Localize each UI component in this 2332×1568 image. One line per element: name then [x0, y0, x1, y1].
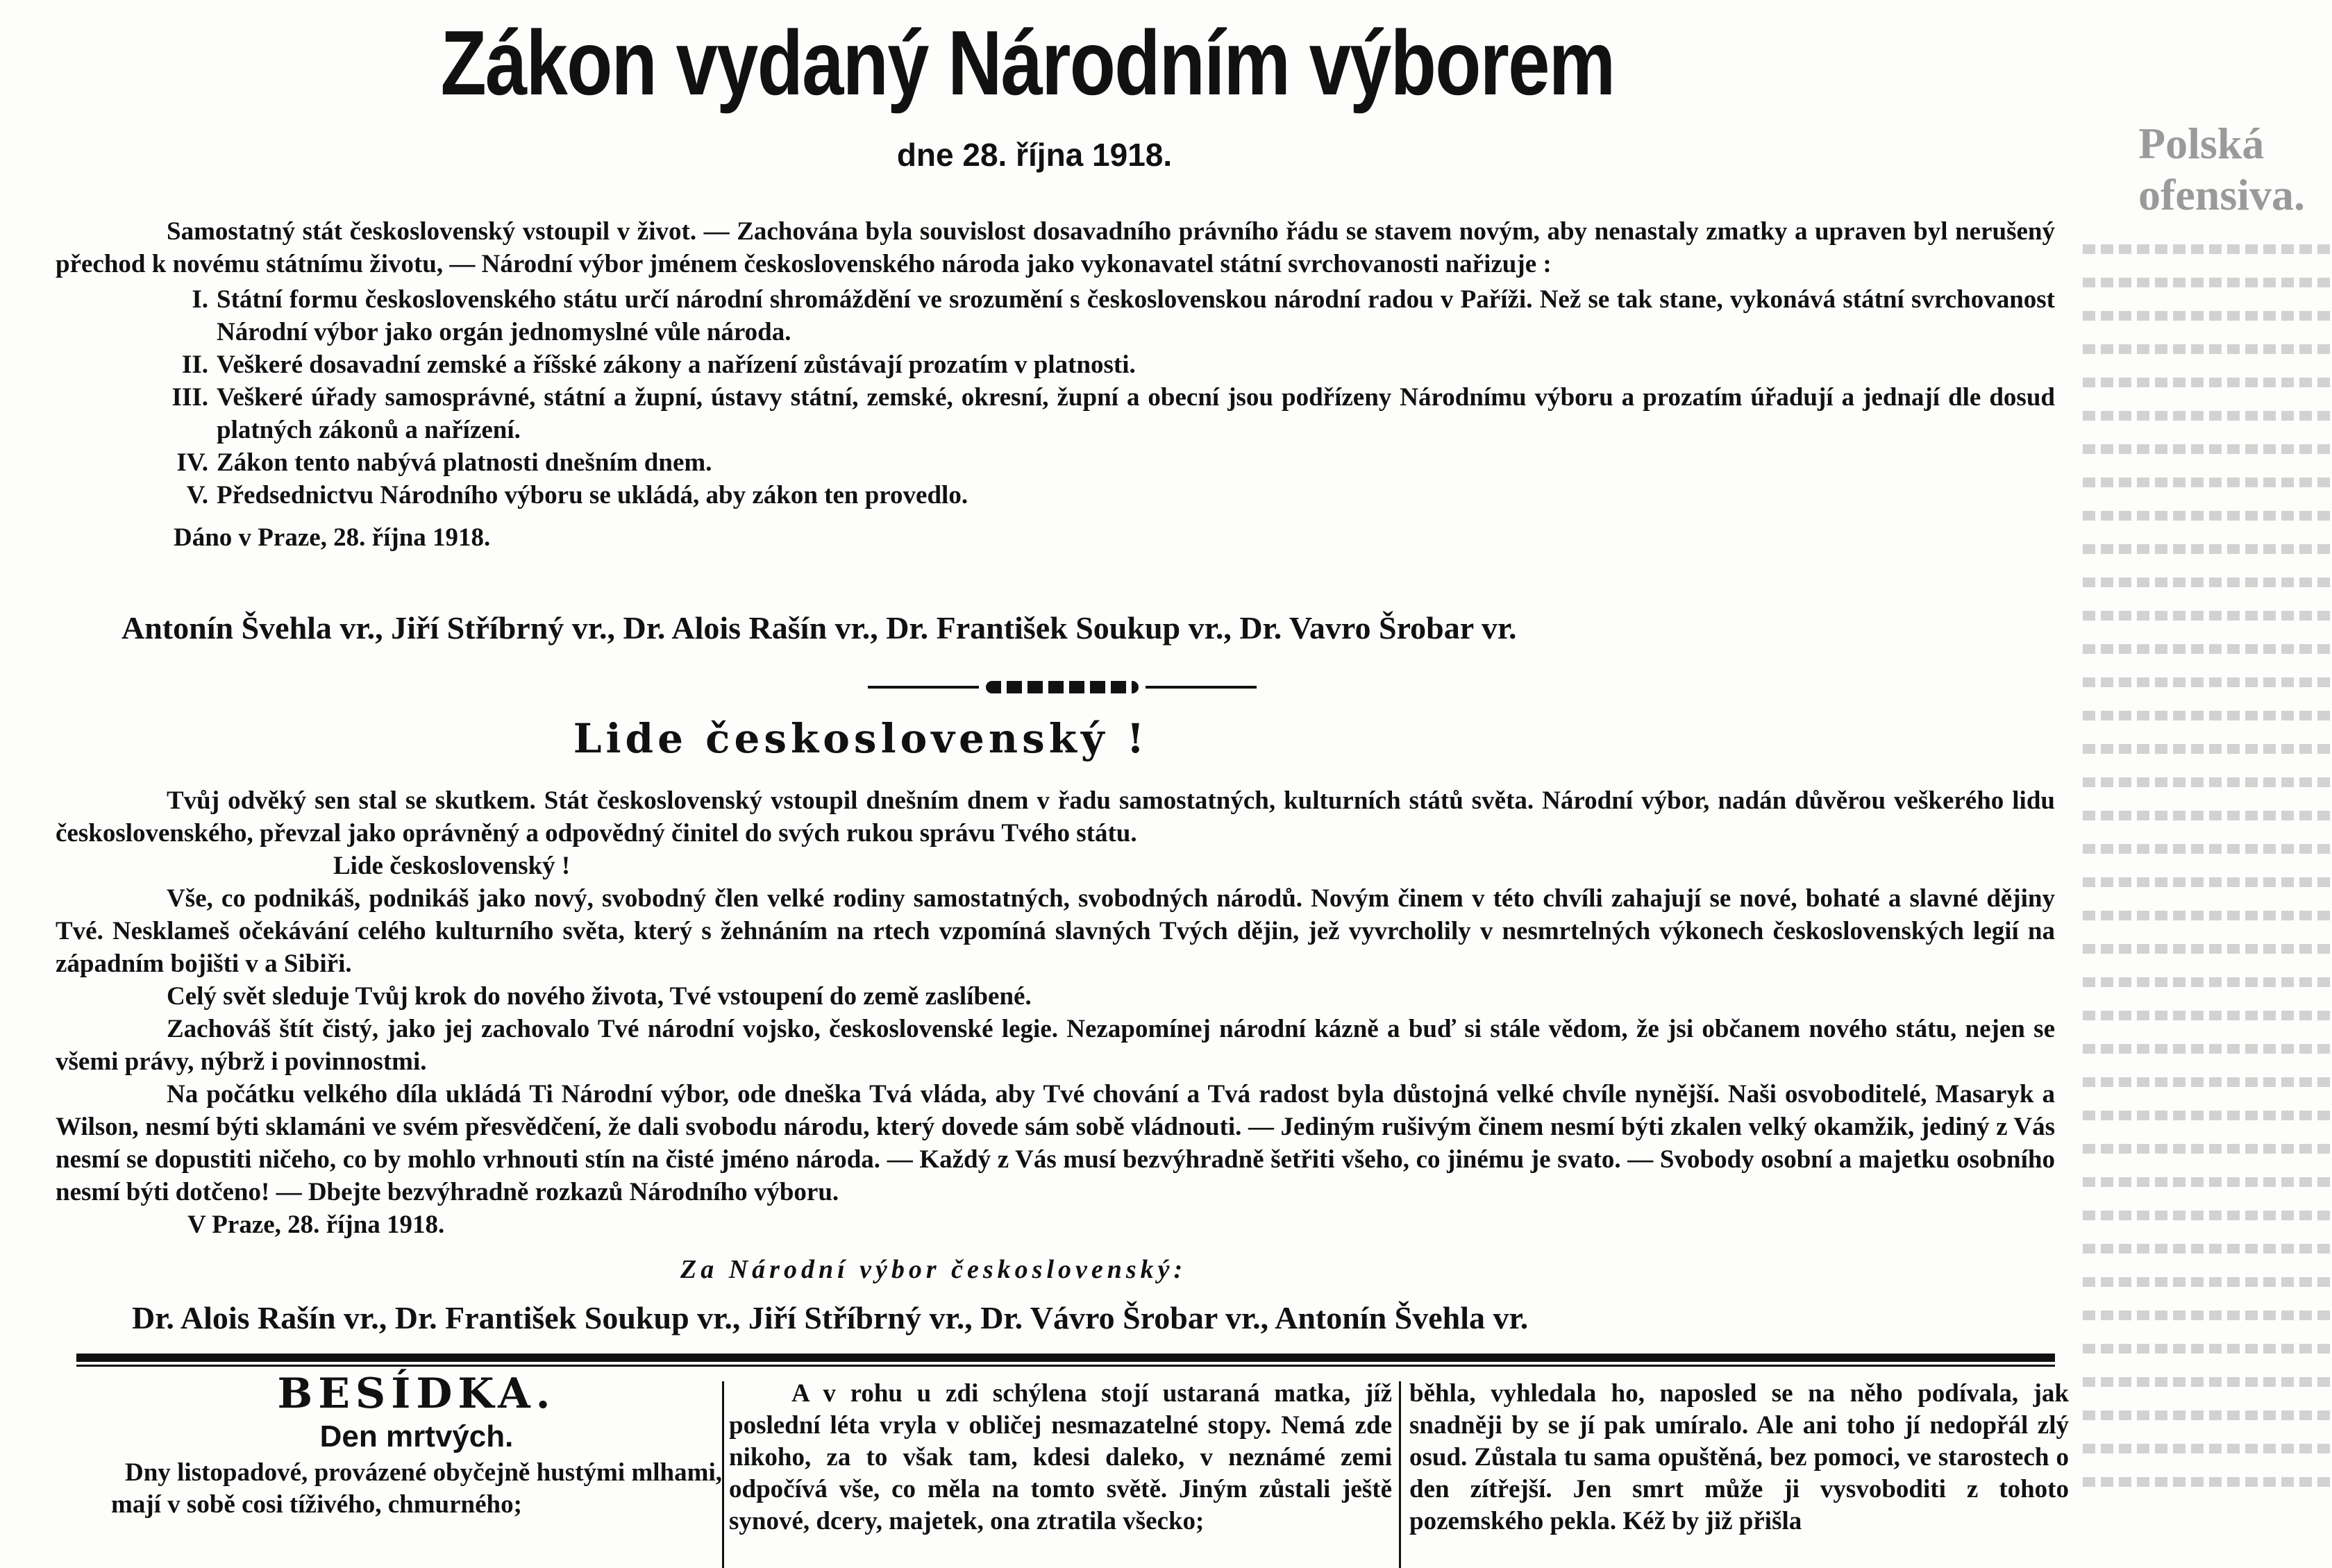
feuilleton-text: běhla, vyhledala ho, naposled se na něho podívala, jak snadněji by se jí pak umíralo. Ale ani toho jí nedopřál zlý osud. Zůstala tu sama opuštěná, bez pomoci, ve starostech o den zítřejší. Jen smrt může ji vysvoboditi z tohoto pozemského pekla. Kéž by již přišla [1409, 1379, 2069, 1535]
ornament-divider [868, 679, 1257, 696]
faded-line [2083, 1044, 2332, 1054]
feuilleton-title: Den mrtvých. [319, 1419, 514, 1453]
column-divider [1399, 1381, 1401, 1568]
faded-line [2083, 1477, 2332, 1487]
faded-line [2083, 877, 2332, 887]
faded-line [2083, 811, 2332, 820]
proclamation-paragraph: Celý svět sleduje Tvůj krok do nového života, Tvé vstoupení do země zaslíbené. [167, 982, 1032, 1011]
faded-line [2083, 478, 2332, 487]
faded-line [2083, 1444, 2332, 1453]
proclamation-paragraph: Tvůj odvěký sen stal se skutkem. Stát československý vstoupil dnešním dnem v řadu samostatných, kulturních států světa. Národní výbor, nadán důvěrou veškerého lidu československého, převzal jako oprávněný a odpovědný činitel do svých rukou správu Tvého státu. [56, 786, 2055, 848]
faded-line [2083, 711, 2332, 720]
article [160, 446, 2055, 479]
faded-line [2083, 777, 2332, 787]
faded-line [2083, 1177, 2332, 1187]
faded-line [2083, 511, 2332, 521]
article [160, 283, 2055, 348]
faded-line [2083, 611, 2332, 621]
feuilleton-text: A v rohu u zdi schýlena stojí ustaraná matka, jíž poslední léta vryla v obličej nesmazatelné stopy. Nemá zde nikoho, za to však tam, kdesi daleko, v neznámé zemi odpočívá vše, co měla na tomto světě. Jiným zůstali ještě synové, dcery, majetek, ona ztratila všecko; [729, 1379, 1392, 1535]
article-text: Veškeré úřady samosprávné, státní a župní, ústavy státní, zemské, okresní, župní a obecní jsou podřízeny Národnímu výboru a prozatím úřadují a jednají dle dosud platných zákonů a nařízení. [217, 383, 2055, 444]
faded-line [2083, 578, 2332, 587]
feuilleton-column-1 [111, 1369, 722, 1521]
given-line: Dáno v Praze, 28. října 1918. [174, 523, 491, 552]
law-date: dne 28. října 1918. [896, 137, 1173, 173]
article-number: II. [181, 351, 208, 379]
adjacent-page-strip [2055, 0, 2332, 1568]
feuilleton-column-3 [1409, 1378, 2069, 1537]
article-text: Státní formu československého státu určí národní shromáždění ve srozumění s československou národní radou v Paříži. Než se tak stane, vykonává státní svrchovanost Národní výbor jako orgán jednomyslné vůle národa. [217, 285, 2055, 346]
law-signatures: Antonín Švehla vr., Jiří Stříbrný vr., Dr. Alois Rašín vr., Dr. František Soukup vr., Dr. Vavro Šrobar vr. [121, 610, 1517, 646]
article-text: Zákon tento nabývá platnosti dnešním dnem. [217, 448, 712, 477]
faded-line [2083, 1077, 2332, 1087]
law-title: Zákon vydaný Národním výborem [440, 12, 1615, 114]
article-number: III. [171, 383, 208, 412]
article-text: Veškeré dosavadní zemské a říšské zákony a nařízení zůstávají prozatím v platnosti. [217, 351, 1136, 379]
proclamation-signatures: Dr. Alois Rašín vr., Dr. František Soukup vr., Jiří Stříbrný vr., Dr. Vávro Šrobar vr., Antonín Švehla vr. [132, 1300, 1529, 1335]
proclamation-body [56, 784, 2055, 1241]
faded-line [2083, 677, 2332, 687]
preamble: Samostatný stát československý vstoupil v život. — Zachována byla souvislost dosavadního právního řádu se stavem novým, aby nenastaly zmatky a upraven byl nerušený přechod k novému státnímu životu, — Národní výbor jménem československého národa jako vykonavatel státní svrchovanosti nařizuje : [56, 217, 2055, 278]
faded-line [2083, 444, 2332, 454]
proclamation-paragraph: Zachováš štít čistý, jako jej zachovalo Tvé národní vojsko, československé legie. Nezapomínej národní kázně a buď si stále vědom, že jsi občanem nového státu, nejen se všemi právy, nýbrž i povinnostmi. [56, 1015, 2055, 1076]
faded-line [2083, 1277, 2332, 1287]
faded-line [2083, 844, 2332, 854]
feuilleton-text: Dny listopadové, provázené obyčejně hustými mlhami, mají v sobě cosi tíživého, chmurného; [111, 1458, 722, 1519]
section-rule [76, 1354, 2055, 1362]
section-rule-thin [76, 1365, 2055, 1367]
faded-line [2083, 344, 2332, 354]
faded-line [2083, 1377, 2332, 1387]
faded-line [2083, 244, 2332, 254]
article [160, 348, 2055, 381]
proclamation-heading: Lide československý ! [573, 715, 1149, 762]
committee-attribution: Za Národní výbor československý: [680, 1255, 1187, 1284]
article-number: V. [186, 481, 208, 509]
faded-line [2083, 1344, 2332, 1354]
faded-line [2083, 644, 2332, 654]
faded-line [2083, 911, 2332, 920]
faded-line [2083, 311, 2332, 321]
feuilleton-column-2 [729, 1378, 1392, 1537]
articles-list [160, 283, 2055, 512]
article [160, 479, 2055, 512]
faded-line [2083, 544, 2332, 554]
faded-line [2083, 1310, 2332, 1320]
feuilleton-heading: BESÍDKA. [277, 1369, 556, 1418]
faded-line [2083, 1244, 2332, 1254]
proclamation-paragraph: Na počátku velkého díla ukládá Ti Národní výbor, ode dneška Tvá vláda, aby Tvé chování a Tvá radost byla důstojná velké chvíle nynější. Naši osvoboditelé, Masaryk a Wilson, nesmí býti sklamáni ve svém přesvědčení, že dali svobodu národu, který dovede sám sobě vládnouti. — Jediným rušivým činem nesmí býti zkalen velký okamžik, jediný z Vás nesmí se dopustiti ničeho, co by mohlo vrhnouti stín na čisté jméno národa. — Každý z Vás musí bezvýhradně šetřiti všeho, co jinému je svato. — Svobody osobní a majetku osobního nesmí býti dotčeno! — Dbejte bezvýhradně rozkazů Národního výboru. [56, 1080, 2055, 1206]
law-body [56, 215, 2055, 554]
faded-line [2083, 1211, 2332, 1220]
faded-line [2083, 1144, 2332, 1154]
adjacent-heading: Polská ofensiva. [2138, 119, 2305, 219]
article-text: Předsednictvu Národního výboru se ukládá, aby zákon ten provedlo. [217, 481, 968, 509]
article-number: I. [192, 285, 208, 314]
faded-line [2083, 977, 2332, 987]
column-divider [722, 1381, 724, 1568]
proclamation-paragraph: Vše, co podnikáš, podnikáš jako nový, svobodný člen velké rodiny samostatných, svobodných národů. Novým činem v této chvíli zahajují se nové, bohaté a slavné dějiny Tvé. Nesklameš očekávání celého kulturního světa, který s žehnáním na rtech vzpomíná slavných Tvých dějin, jež vyvrcholily v nesmrtelných výkonech československých legií na západním bojišti v a Sibiři. [56, 884, 2055, 978]
article [160, 381, 2055, 446]
faded-line [2083, 944, 2332, 954]
faded-line [2083, 378, 2332, 387]
place-date: V Praze, 28. října 1918. [187, 1211, 445, 1239]
faded-line [2083, 411, 2332, 421]
faded-line [2083, 1111, 2332, 1120]
faded-line [2083, 1410, 2332, 1420]
faded-line [2083, 1011, 2332, 1020]
faded-line [2083, 744, 2332, 754]
proclamation-apostrophe: Lide československý ! [333, 852, 571, 880]
faded-line [2083, 278, 2332, 287]
article-number: IV. [176, 448, 208, 477]
